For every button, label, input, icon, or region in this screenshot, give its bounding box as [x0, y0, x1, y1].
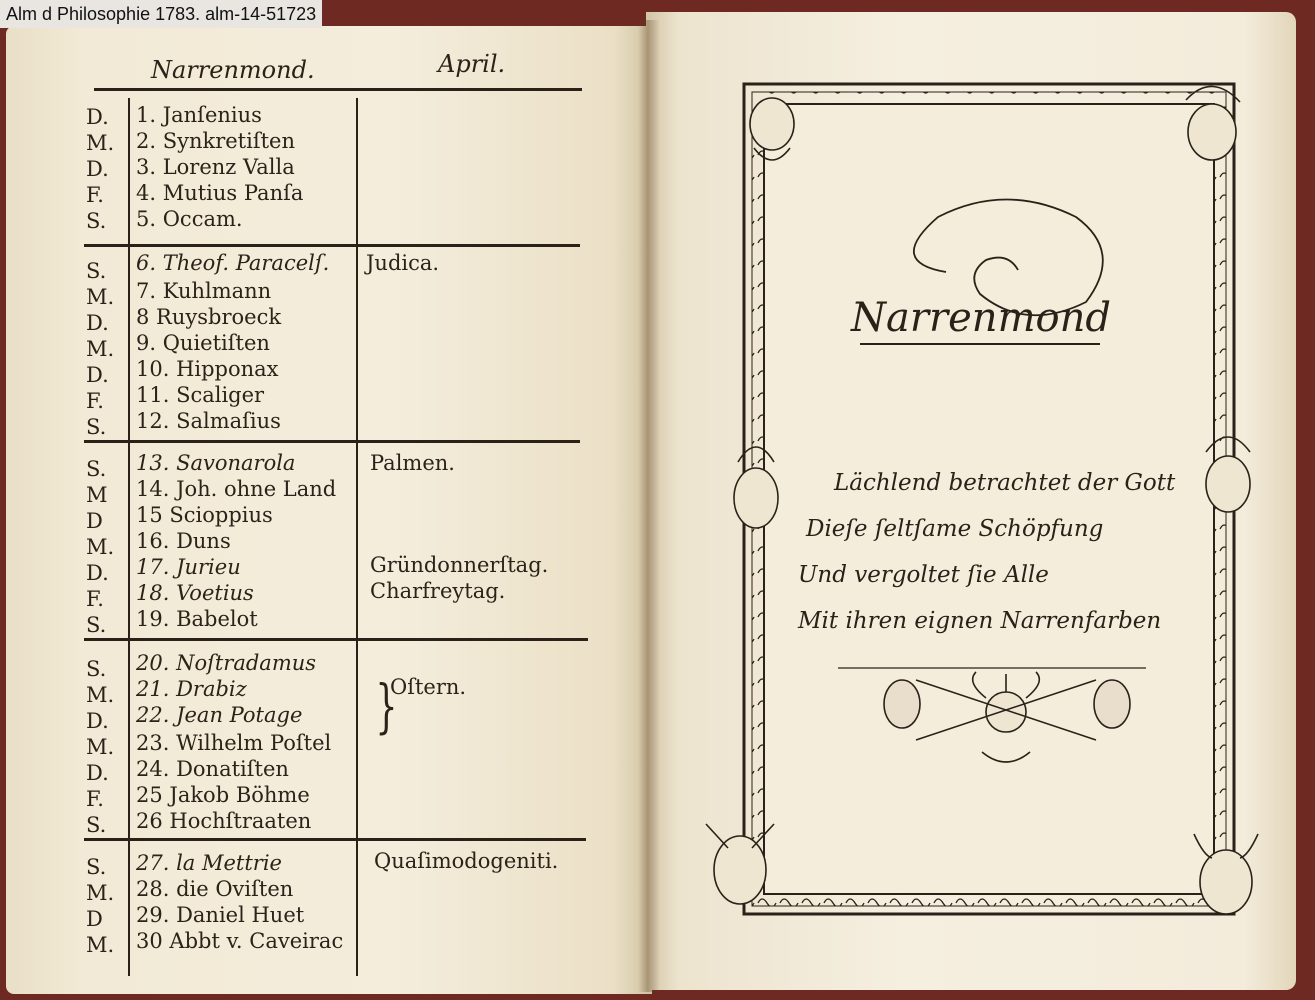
calendar-entry: 6. Theof. Paracelſ. — [136, 251, 330, 275]
liturgical-note: Gründonnerſtag. — [370, 553, 549, 577]
calendar-entry: 12. Salmaſius — [136, 409, 281, 433]
calendar-entry: 23. Wilhelm Poſtel — [136, 731, 332, 755]
calendar-page — [6, 26, 652, 994]
calendar-entry: 20. Noſtradamus — [136, 651, 317, 675]
calendar-entry: 9. Quietiſten — [136, 331, 270, 355]
weekday: M. — [86, 131, 115, 155]
calendar-entry: 29. Daniel Huet — [136, 903, 305, 927]
month-name-header: April. — [438, 50, 506, 78]
calendar-entry: 24. Donatiſten — [136, 757, 289, 781]
ornamental-frame — [646, 12, 1296, 990]
weekday: D. — [86, 761, 109, 785]
calendar-entry: 17. Jurieu — [136, 555, 241, 579]
calendar-entry: 7. Kuhlmann — [136, 279, 272, 303]
week-separator — [84, 440, 580, 443]
verse-line: Und vergoltet ſie Alle — [798, 562, 1049, 588]
calendar-entry: 27. la Mettrie — [136, 851, 282, 875]
calendar-entry: 13. Savonarola — [136, 451, 296, 475]
month-header: Narrenmond. — [151, 56, 315, 84]
weekday-column-rule — [128, 98, 130, 976]
weekday: F. — [86, 787, 104, 811]
book-spine-shadow — [638, 20, 660, 992]
liturgical-note: Quaſimodogeniti. — [374, 849, 559, 873]
verse-line: Lächlend betrachtet der Gott — [834, 470, 1176, 496]
liturgical-note: Judica. — [366, 251, 440, 275]
verse-line: Mit ihren eignen Narrenfarben — [798, 608, 1162, 634]
calendar-entry: 3. Lorenz Valla — [136, 155, 295, 179]
week-separator — [84, 244, 580, 247]
weekday: M. — [86, 933, 115, 957]
weekday: F. — [86, 389, 104, 413]
weekday: D — [86, 907, 103, 931]
calendar-entry: 14. Joh. ohne Land — [136, 477, 337, 501]
calendar-entry: 22. Jean Potage — [136, 703, 303, 727]
weekday: S. — [86, 855, 107, 879]
weekday: F. — [86, 183, 104, 207]
weekday: D. — [86, 105, 109, 129]
weekday: D. — [86, 311, 109, 335]
calendar-entry: 11. Scaliger — [136, 383, 265, 407]
weekday: M — [86, 483, 108, 507]
calendar-entry: 2. Synkretiſten — [136, 129, 295, 153]
calendar-entry: 21. Drabiz — [136, 677, 247, 701]
liturgical-note: Oſtern. — [390, 675, 467, 699]
weekday: D — [86, 509, 103, 533]
weekday: S. — [86, 209, 107, 233]
weekday: S. — [86, 613, 107, 637]
weekday: M. — [86, 683, 115, 707]
weekday: M. — [86, 535, 115, 559]
weekday: D. — [86, 709, 109, 733]
weekday: M. — [86, 285, 115, 309]
calendar-entry: 26 Hochſtraaten — [136, 809, 312, 833]
week-separator — [84, 838, 586, 841]
title-page — [646, 12, 1296, 990]
calendar-entry: 30 Abbt v. Caveirac — [136, 929, 344, 953]
verse-line: Dieſe ſeltſame Schöpfung — [806, 516, 1104, 542]
calendar-entry: 18. Voetius — [136, 581, 254, 605]
weekday: D. — [86, 157, 109, 181]
header-rule — [94, 88, 582, 91]
weekday: S. — [86, 457, 107, 481]
week-separator — [84, 638, 588, 641]
calendar-entry: 19. Babelot — [136, 607, 258, 631]
weekday: M. — [86, 735, 115, 759]
calendar-entry: 8 Ruysbroeck — [136, 305, 282, 329]
calendar-entry: 1. Janſenius — [136, 103, 262, 127]
page-title: Narrenmond — [851, 295, 1111, 341]
image-caption: Alm d Philosophie 1783. alm-14-51723 — [0, 0, 322, 28]
calendar-entry: 10. Hipponax — [136, 357, 279, 381]
liturgical-note: Palmen. — [370, 451, 455, 475]
weekday: M. — [86, 337, 115, 361]
calendar-entry: 5. Occam. — [136, 207, 243, 231]
calendar-entry: 25 Jakob Böhme — [136, 783, 310, 807]
weekday: S. — [86, 813, 107, 837]
calendar-entry: 28. die Oviſten — [136, 877, 294, 901]
weekday: S. — [86, 259, 107, 283]
weekday: D. — [86, 561, 109, 585]
liturgical-note: Charfreytag. — [370, 579, 506, 603]
weekday: F. — [86, 587, 104, 611]
weekday: S. — [86, 415, 107, 439]
names-column-rule — [356, 98, 358, 976]
calendar-entry: 16. Duns — [136, 529, 231, 553]
weekday: D. — [86, 363, 109, 387]
ostern-brace: } — [375, 672, 398, 740]
weekday: M. — [86, 881, 115, 905]
weekday: S. — [86, 657, 107, 681]
calendar-entry: 15 Scioppius — [136, 503, 273, 527]
calendar-entry: 4. Mutius Panſa — [136, 181, 304, 205]
